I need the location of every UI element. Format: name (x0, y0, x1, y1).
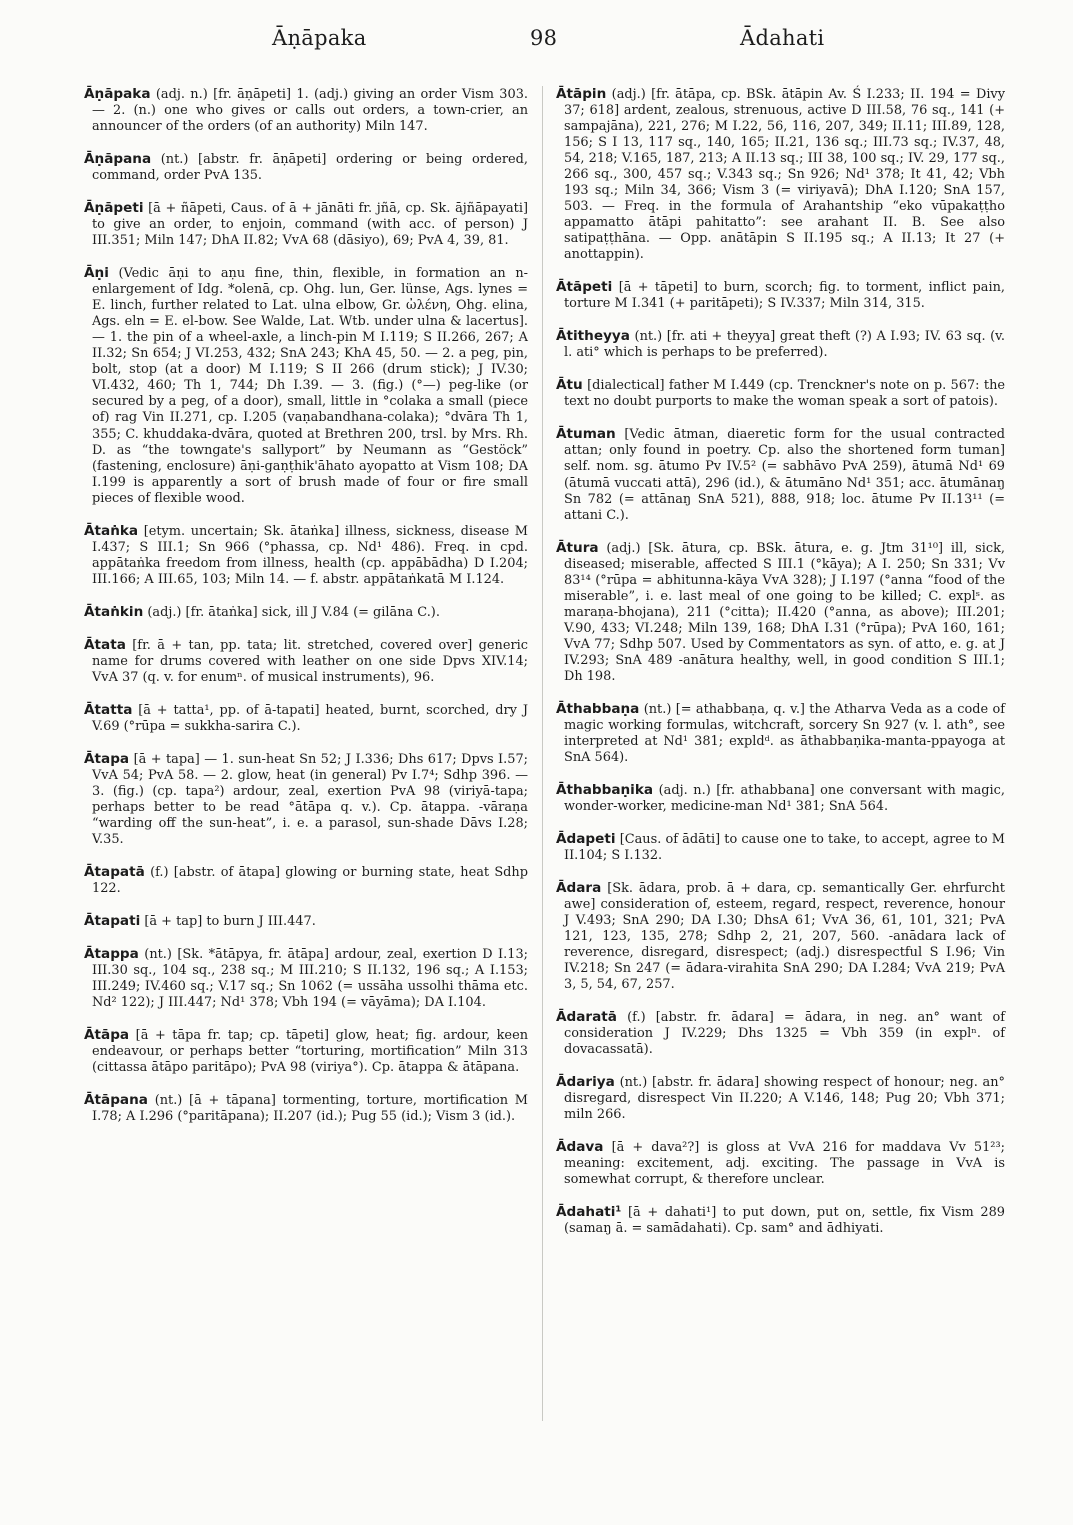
entry-headword: Ātitheyya (556, 328, 630, 345)
dictionary-entry (84, 151, 528, 184)
entry-headword: Ātappa (84, 945, 139, 962)
dictionary-entry (84, 702, 528, 735)
entry-definition: (adj. n.) [fr. athabbana] one conversant with magic, wonder-worker, medicine-man Nd¹ 381; SnA 564. (564, 782, 1005, 814)
dictionary-entry (84, 86, 528, 135)
dictionary-entry (84, 913, 528, 930)
dictionary-entry (84, 637, 528, 686)
entry-definition: (nt.) [abstr. fr. ādara] showing respect of honour; neg. an° disregard, disrespect Vin II.220; A V.146, 148; Pug 20; Vbh 371; miln 266. (564, 1075, 1005, 1123)
dictionary-entry (556, 377, 1005, 410)
entry-headword: Āthabbaṇika (556, 781, 654, 798)
entry-definition: [ā + tatta¹, pp. of ā-tapati] heated, burnt, scorched, dry J V.69 (°rūpa = sukkha-sarira C.). (92, 702, 528, 734)
entry-definition: (f.) [abstr. fr. ādara] = ādara, in neg. an° want of consideration J IV.229; Dhs 1325 = Vbh 359 (in explⁿ. of dovacassatā). (564, 1010, 1005, 1058)
entry-headword: Ātāpin (556, 86, 607, 102)
entry-headword: Ātata (84, 636, 126, 653)
dictionary-entry (556, 1009, 1005, 1058)
entry-headword: Ādahati¹ (556, 1204, 622, 1221)
entry-headword: Ātāpeti (556, 279, 613, 296)
entry-definition: (nt.) [ā + tāpana] tormenting, torture, mortification M I.78; A I.296 (°paritāpana); II.207 (id.); Pug 55 (id.); Vism 3 (id.). (92, 1092, 528, 1124)
entry-headword: Ādapeti (556, 830, 616, 847)
dictionary-entry (556, 279, 1005, 312)
left-column (84, 86, 528, 1141)
entry-headword: Ādara (556, 879, 602, 896)
entry-definition: (nt.) [Sk. *ātāpya, fr. ātāpa] ardour, zeal, exertion D I.13; III.30 sq., 104 sq., 238 sq.; M III.210; S II.132, 196 sq.; A I.153; III.249; IV.460 sq.; V.17 sq.; Sn 1062 (= ussāha ussolhi thāma etc. Nd² 122); J III.447; Nd¹ 378; Vbh 194 (= vāyāma); DA I.104. (92, 946, 528, 1010)
entry-headword: Ātapa (84, 750, 130, 767)
dictionary-entry (84, 265, 528, 507)
dictionary-entry (84, 523, 528, 588)
dictionary-entry (556, 1074, 1005, 1123)
dictionary-entry (556, 426, 1005, 523)
entry-definition: [Caus. of ādāti] to cause one to take, to accept, agree to M II.104; S I.132. (564, 831, 1005, 863)
entry-headword: Ādaratā (556, 1009, 617, 1026)
entry-definition: (adj.) [fr. ātaṅka] sick, ill J V.84 (= gilāna C.). (147, 604, 440, 620)
dictionary-entry (84, 604, 528, 621)
entry-definition: [Vedic ātman, diaeretic form for the usual contracted attan; only found in poetry. Cp. also the shortened form tuman] self. nom. sg. ātumo Pv IV.5² (= sabhāvo PvA 259), ātumā Nd¹ 69 (ātumā vuccati attā), 296 (id.), & ātumāno Nd¹ 351; acc. ātumānaŋ Sn 782 (= attānaŋ SnA 521), 888, 918; loc. ātume Pv II.13¹¹ (= attani C.). (564, 427, 1005, 523)
dictionary-entry (84, 946, 528, 1011)
entry-definition: [ā + tap] to burn J III.447. (144, 913, 316, 929)
entry-definition: (nt.) [= athabbaṇa, q. v.] the Atharva Veda as a code of magic working formulas, witchcraft, sorcery Sn 927 (v. l. ath°, see interpreted at Nd¹ 381; expldᵈ. as āthabbaṇika-manta-ppayoga at SnA 564). (564, 701, 1005, 765)
entry-definition: (adj.) [Sk. ātura, cp. BSk. ātura, e. g. Jtm 31¹⁰] ill, sick, diseased; miserable, affected S III.1 (°kāya); A I. 250; Sn 331; Vv 83¹⁴ (°rūpa = abhitunna-kāya VvA 328); J I.197 (°anna “food of the miserable”, i. e. last meal of one going to be killed; C. explˢ. as maraṇa-bhojana), 211 (°citta); II.420 (°anna, as above); III.201; V.90, 433; VI.248; Miln 139, 168; DhA I.31 (°rūpa); PvA 160, 161; VvA 77; Sdhp 507. Used by Commentators as syn. of atto, e. g. at J IV.293; SnA 489 -anātura healthy, well, in good condition S III.1; Dh 198. (564, 540, 1005, 684)
column-divider (542, 86, 543, 1421)
dictionary-entry (84, 1027, 528, 1076)
dictionary-entry (556, 880, 1005, 993)
entry-definition: [ā + dava²?] is gloss at VvA 216 for maddava Vv 51²³; meaning: excitement, adj. exciting. The passage in VvA is somewhat corrupt, & therefore unclear. (564, 1140, 1005, 1188)
entry-headword: Ātapati (84, 912, 141, 929)
dictionary-entry (556, 701, 1005, 766)
entry-headword: Ātatta (84, 701, 133, 718)
entry-headword: Ātaṅka (84, 522, 139, 539)
entry-headword: Ādariya (556, 1074, 615, 1091)
dictionary-entry (84, 864, 528, 897)
entry-headword: Ātuman (556, 426, 616, 443)
header-right-guideword: Ādahati (740, 26, 825, 50)
entry-definition: [ā + dahati¹] to put down, put on, settle, fix Vism 289 (samaŋ ā. = samādahati). Cp. sam° and ādhiyati. (564, 1205, 1005, 1237)
dictionary-entry (556, 328, 1005, 361)
entry-headword: Āṇāpeti (84, 200, 144, 217)
entry-definition: [ā + tāpeti] to burn, scorch; fig. to torment, inflict pain, torture M I.341 (+ paritāpeti); S IV.337; Miln 314, 315. (564, 280, 1005, 312)
dictionary-entry (556, 1204, 1005, 1237)
page-header (0, 26, 1073, 62)
right-column (556, 86, 1005, 1253)
dictionary-entry (556, 86, 1005, 264)
entry-definition: [etym. uncertain; Sk. ātaṅka] illness, sickness, disease M I.437; S III.1; Sn 966 (°phassa, cp. Nd¹ 486). Freq. in cpd. appātaṅka freedom from illness, health (cp. appābādha) D I.204; III.166; A III.65, 103; Miln 14. — f. abstr. appātaṅkatā M I.124. (92, 523, 528, 587)
page-number: 98 (530, 26, 558, 50)
entry-headword: Ātapatā (84, 863, 145, 880)
dictionary-entry (84, 751, 528, 848)
entry-headword: Āṇi (84, 265, 109, 282)
entry-definition: (f.) [abstr. of ātapa] glowing or burning state, heat Sdhp 122. (92, 864, 528, 896)
entry-headword: Ātu (556, 377, 583, 394)
entry-headword: Ātaṅkin (84, 603, 144, 620)
entry-definition: [Sk. ādara, prob. ā + dara, cp. semantically Ger. ehrfurcht awe] consideration of, esteem, regard, respect, reverence, honour J V.493; SnA 290; DA I.30; DhsA 61; VvA 36, 61, 101, 321; PvA 121, 123, 135, 278; Sdhp 2, 21, 207, 560. -anādara lack of reverence, disregard, disrespect; (adj.) disrespectful S I.96; Vin IV.218; Sn 247 (= ādara-virahita SnA 290; DA I.284; VvA 219; PvA 3, 5, 54, 67, 257. (564, 880, 1005, 993)
entry-headword: Ātāpana (84, 1091, 148, 1108)
entry-definition: [dialectical] father M I.449 (cp. Trenckner's note on p. 567: the text no doubt purports to make the woman speak a sort of patois). (564, 378, 1005, 410)
entry-headword: Ātura (556, 539, 599, 556)
dictionary-entry (84, 200, 528, 249)
entry-headword: Ātāpa (84, 1026, 130, 1043)
entry-headword: Ādava (556, 1139, 604, 1156)
entry-definition: (nt.) [abstr. fr. āṇāpeti] ordering or being ordered, command, order PvA 135. (92, 152, 528, 184)
dictionary-entry (556, 1139, 1005, 1188)
entry-definition: [ā + tapa] — 1. sun-heat Sn 52; J I.336; Dhs 617; Dpvs I.57; VvA 54; PvA 58. — 2. glow, heat (in general) Pv I.7⁴; Sdhp 396. — 3. (fig.) (cp. tapa²) ardour, zeal, exertion PvA 98 (viriyā-tapa; perhaps better to be read °ātāpa q. v.). Cp. ātappa. -vāraṇa “warding off the sun-heat”, i. e. a parasol, sun-shade Dāvs I.28; V.35. (92, 751, 528, 847)
header-left-guideword: Āṇāpaka (272, 26, 367, 50)
entry-headword: Āṇāpana (84, 151, 152, 168)
entry-definition: (adj.) [fr. ātāpa, cp. BSk. ātāpin Av. Ś I.233; II. 194 = Divy 37; 618] ardent, zealous, strenuous, active D III.58, 76 sq., 141 (+ sampajāna), 221, 276; M I.22, 56, 116, 207, 349; II.11; III.89, 128, 156; S I 13, 117 sq., 140, 165; II.21, 136 sq.; III.73 sq.; IV.37, 48, 54, 218; V.165, 187, 213; A II.13 sq.; III 38, 100 sq.; IV. 29, 177 sq., 266 sq., 300, 457 sq.; V.343 sq.; Sn 926; Nd¹ 378; It 41, 42; Vbh 193 sq.; Miln 34, 366; Vism 3 (= viriyavā); DhA I.120; SnA 157, 503. — Freq. in the formula of Arahantship “eko vūpakaṭṭho appamatto ātāpi pahitatto”: see arahant II. B. See also satipaṭṭhāna. — Opp. anātāpin S II.195 sq.; A II.13; It 27 (+ anottappin). (564, 87, 1006, 263)
dictionary-entry (556, 540, 1005, 685)
dictionary-entry (556, 831, 1005, 864)
entry-definition: (Vedic āṇi to aṇu fine, thin, flexible, in formation an n-enlargement of Idg. *olenā, cp. Ohg. lun, Ger. lünse, Ags. lynes = E. linch, further related to Lat. ulna elbow, Gr. ὠλένη, Ohg. elina, Ags. eln = E. el-bow. See Walde, Lat. Wtb. under ulna & lacertus]. — 1. the pin of a wheel-axle, a linch-pin M I.119; S II.266, 267; A II.32; Sn 654; J VI.253, 432; SnA 243; KhA 45, 50. — 2. a peg, pin, bolt, stop (at a door) M I.119; S II 266 (drum stick); J IV.30; VI.432, 460; Th 1, 744; Dh I.39. — 3. (fig.) (°—) peg-like (or secured by a peg, of a door), small, little in °colaka a small (piece of) rag Vin II.271, cp. I.205 (vaṇabandhana-colaka); °dvāra Th 1, 355; C. khuddaka-dvāra, quoted at Brethren 200, trsl. by Mrs. Rh. D. as “the towngate's sallyport” by Neumann as “Gestöck” (fastening, enclosure) āṇi-gaṇṭhik'āhato ayopatto at Vism 108; DA I.199 is apparently a sort of brush made of four or fire small pieces of flexible wood. (92, 266, 528, 506)
entry-definition: [ā + ñāpeti, Caus. of ā + jānāti fr. jñā, cp. Sk. ājñāpayati] to give an order, to enjoin, command (with acc. of person) J III.351; Miln 147; DhA II.82; VvA 68 (dāsiyo), 69; PvA 4, 39, 81. (92, 201, 528, 249)
entry-headword: Āthabbaṇa (556, 700, 640, 717)
dictionary-entry (556, 782, 1005, 815)
dictionary-entry (84, 1092, 528, 1125)
entry-definition: [ā + tāpa fr. tap; cp. tāpeti] glow, heat; fig. ardour, keen endeavour, or perhaps better “torturing, mortification” Miln 313 (cittassa ātāpo paritāpo); PvA 98 (viriya°). Cp. ātappa & ātāpana. (92, 1027, 528, 1075)
entry-definition: (nt.) [fr. ati + theyya] great theft (?) A I.93; IV. 63 sq. (v. l. ati° which is perhaps to be preferred). (564, 329, 1005, 361)
entry-definition: [fr. ā + tan, pp. tata; lit. stretched, covered over] generic name for drums covered with leather on one side Dpvs XIV.14; VvA 37 (q. v. for enumⁿ. of musical instruments), 96. (92, 637, 528, 685)
entry-headword: Āṇāpaka (84, 86, 151, 102)
entry-definition: (adj. n.) [fr. āṇāpeti] 1. (adj.) giving an order Vism 303. — 2. (n.) one who gives or calls out orders, a town-crier, an announcer of the orders (of an authority) Miln 147. (92, 87, 528, 135)
